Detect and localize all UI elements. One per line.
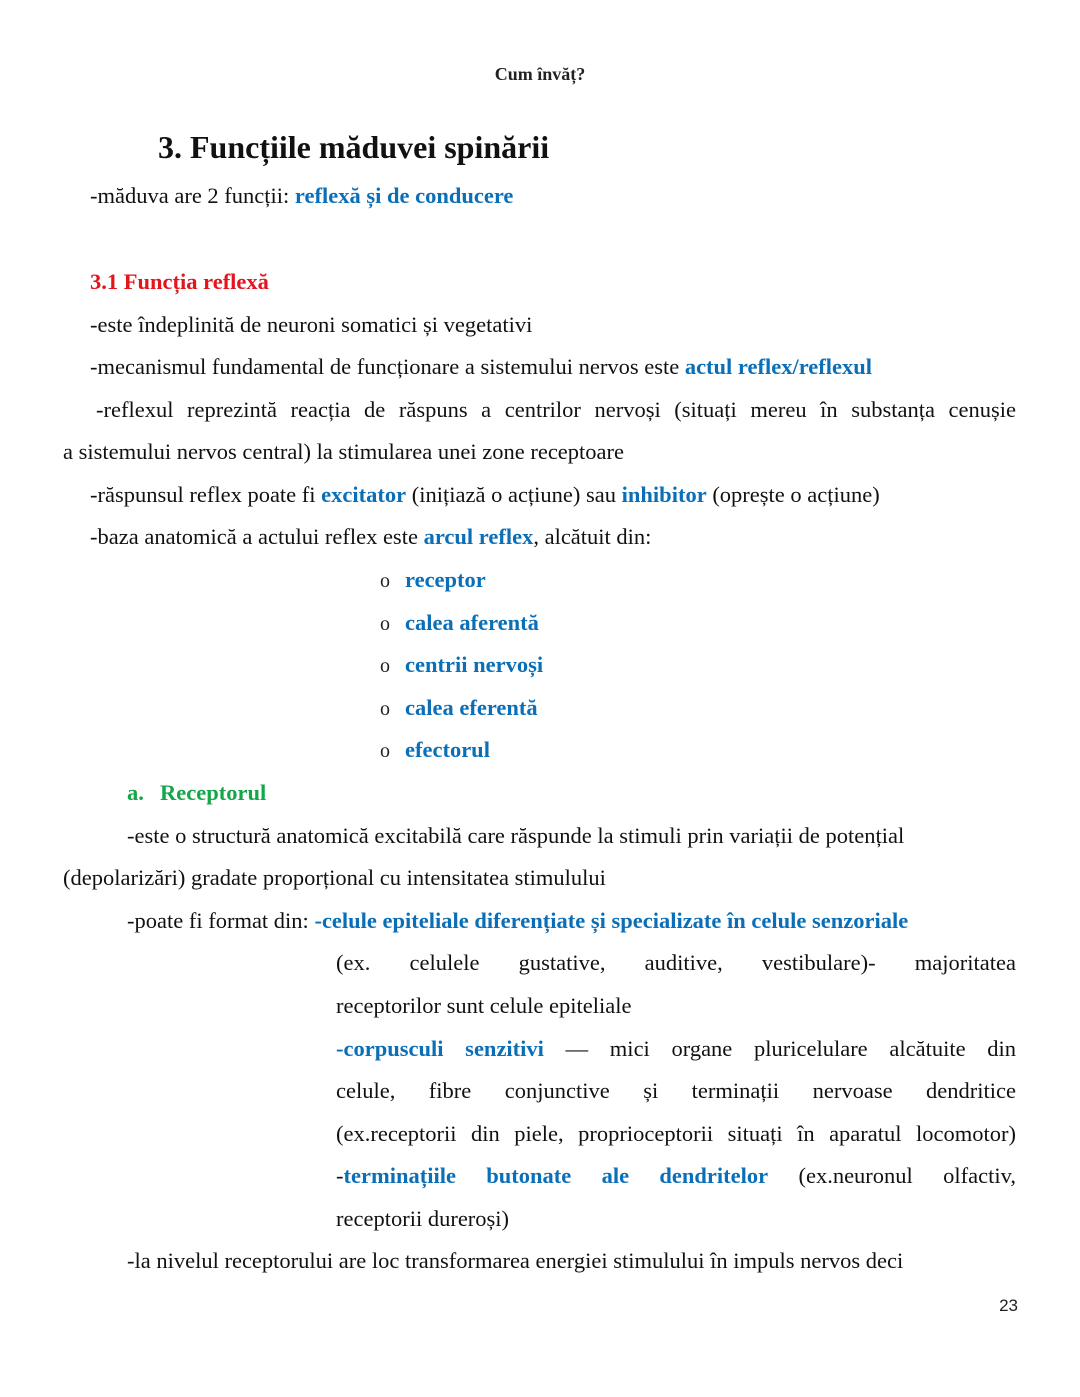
paragraph-line [336,1162,1016,1190]
list-item-label: centrii nervoși [405,652,544,677]
subsection-title: Receptorul [160,780,267,805]
text: , alcătuit din: [533,524,652,549]
list-item-label: efectorul [405,737,490,762]
paragraph: -este îndeplinită de neuroni somatici și vegetativi [90,312,533,337]
text: -mecanismul fundamental de funcționare a sistemului nervos este [90,354,685,379]
list-item [380,694,538,723]
paragraph-line: -reflexul reprezintă reacția de răspuns a centrilor nervoși (situați mereu în substanța cenușie [96,397,1016,422]
list-item-label: calea aferentă [405,610,539,635]
highlight: -corpusculi senzitivi [336,1036,544,1061]
paragraph-line: (depolarizări) gradate proporțional cu intensitatea stimulului [63,865,606,890]
paragraph-line: a sistemului nervos central) la stimularea unei zone receptoare [63,439,625,464]
bullet-icon: o [380,613,390,635]
paragraph-line: -la nivelul receptorului are loc transformarea energiei stimulului în impuls nervos deci [127,1248,904,1273]
text: -răspunsul reflex poate fi [90,482,322,507]
highlight: arcul reflex [423,524,534,549]
paragraph-line [336,1035,1016,1063]
paragraph-line: (ex.receptorii din piele, proprioceptorii situați în aparatul locomotor) [336,1121,1016,1146]
subsection-heading [127,779,266,807]
list-item [380,609,539,638]
list-item [380,736,490,765]
highlight: reflexă și de conducere [294,183,514,208]
highlight: actul reflex/reflexul [684,354,873,379]
subsection-marker: a. [127,780,144,805]
intro-line [90,182,513,210]
page-number: 23 [999,1296,1018,1315]
highlight: terminațiile butonate ale dendritelor [343,1163,769,1188]
bullet-icon: o [380,570,390,592]
list-item [380,651,543,680]
list-item [380,566,486,595]
paragraph [90,353,872,381]
list-item-label: receptor [405,567,486,592]
text: -poate fi format din: [127,908,315,933]
highlight: inhibitor [621,482,707,507]
bullet-icon: o [380,740,390,762]
paragraph-line: receptorii dureroși) [336,1206,510,1231]
text: - [336,1163,344,1188]
text: -baza anatomică a actului reflex este [90,524,424,549]
bullet-icon: o [380,655,390,677]
paragraph-line: celule, fibre conjunctive și terminații nervoase dendritice [336,1078,1016,1103]
highlight: excitator [321,482,407,507]
paragraph-line [127,907,908,935]
paragraph-line: (ex. celulele gustative, auditive, vestibulare)- majoritatea [336,950,1016,975]
text: (ex.neuronul olfactiv, [798,1163,1017,1188]
paragraph [90,481,880,509]
page-title: 3. Funcțiile măduvei spinării [158,129,550,165]
text: -măduva are 2 funcții: [90,183,295,208]
highlight: -celule epiteliale diferențiate și specializate în celule senzoriale [314,908,909,933]
paragraph [90,523,651,551]
text: (oprește o acțiune) [706,482,880,507]
text: — mici organe pluricelulare alcătuite din [565,1036,1016,1061]
running-header: Cum învăț? [494,64,586,84]
bullet-icon: o [380,698,390,720]
paragraph-line: receptorilor sunt celule epiteliale [336,993,632,1018]
list-item-label: calea eferentă [405,695,538,720]
section-heading: 3.1 Funcția reflexă [90,269,269,294]
paragraph-line: -este o structură anatomică excitabilă care răspunde la stimuli prin variații de potențial [127,823,905,848]
text: (inițiază o acțiune) sau [406,482,622,507]
